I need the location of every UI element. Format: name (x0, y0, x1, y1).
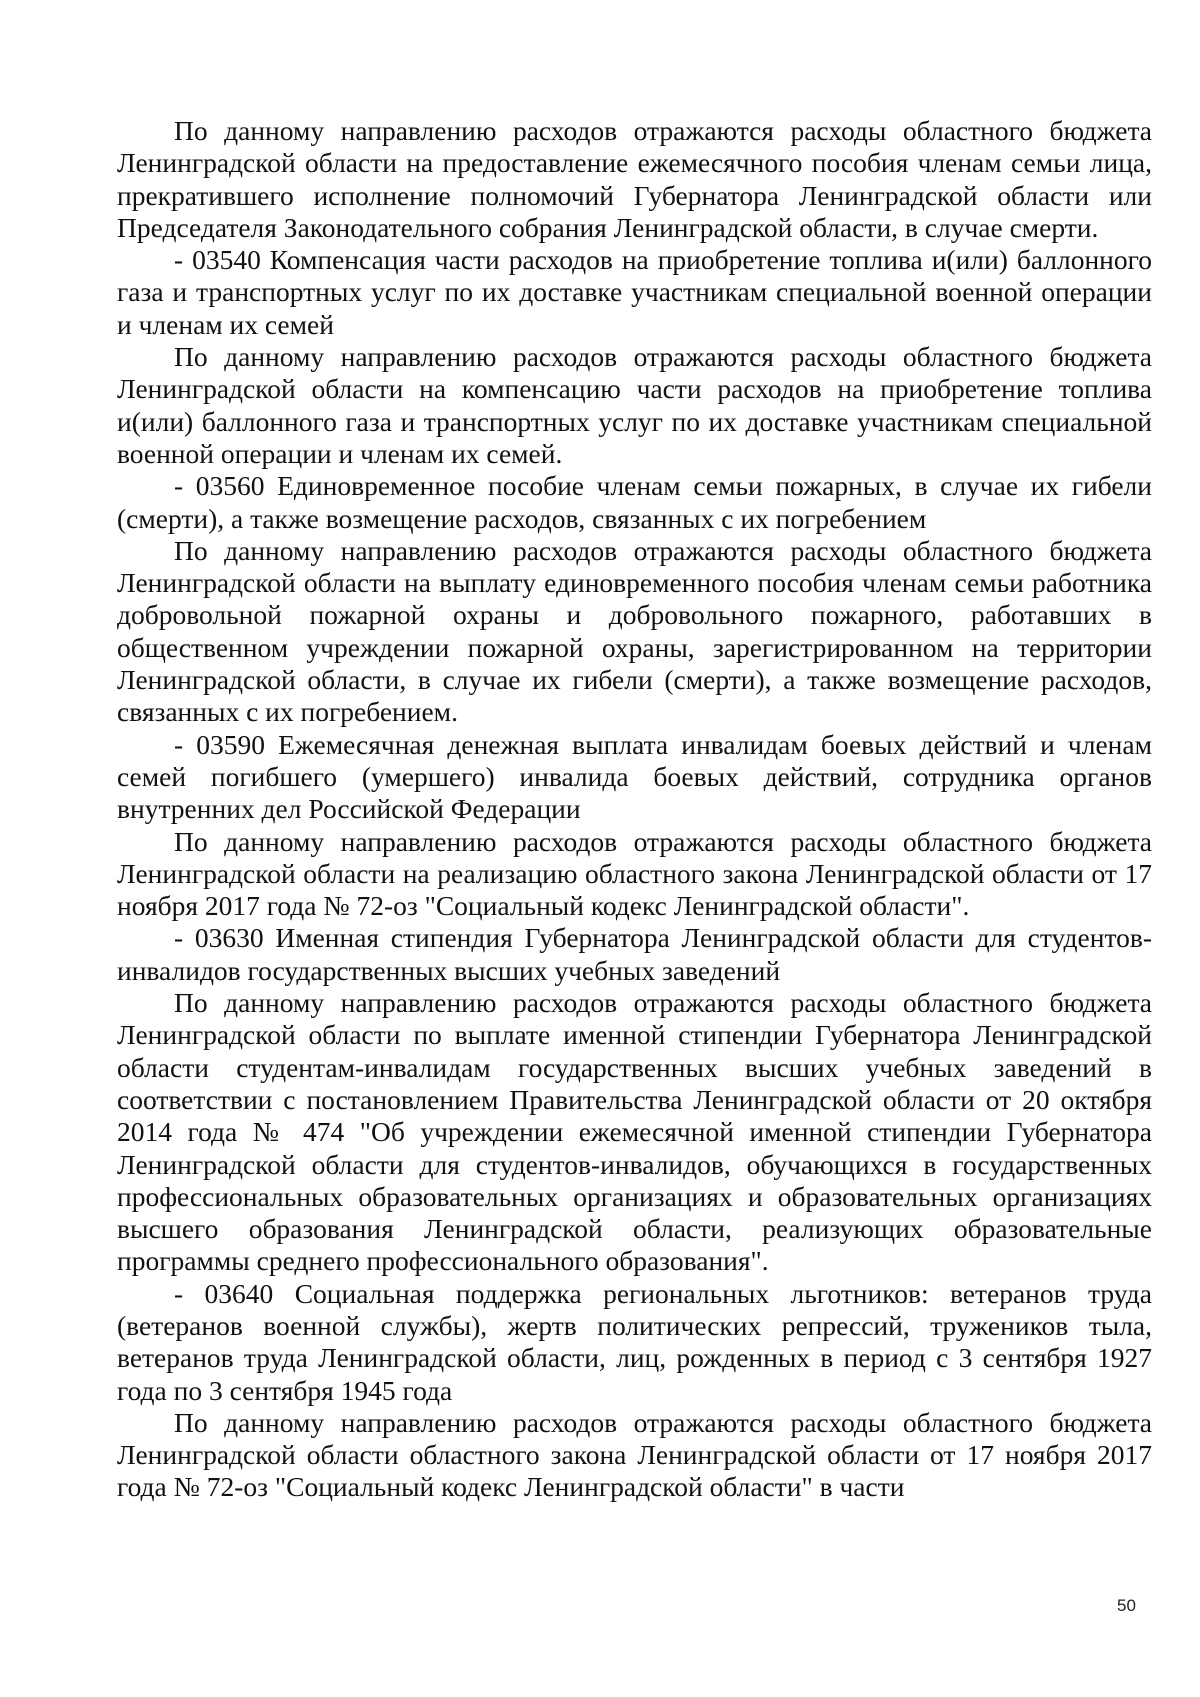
item-heading-03540: - 03540 Компенсация части расходов на приобретение топлива и(или) баллонного газа и транспортных услуг по их доставке участникам специальной военной операции и членам их семей (117, 244, 1152, 340)
document-body (117, 115, 1152, 1504)
paragraph-description-03590: По данному направлению расходов отражаются расходы областного бюджета Ленинградской области на реализацию областного закона Ленинградской области от 17 ноября 2017 года № 72-оз "Социальный кодекс Ленинградской области". (117, 825, 1152, 922)
item-heading-03560: - 03560 Единовременное пособие членам семьи пожарных, в случае их гибели (смерти), а также возмещение расходов, связанных с их погребением (117, 470, 1152, 534)
item-heading-03630: - 03630 Именная стипендия Губернатора Ленинградской области для студентов-инвалидов государственных высших учебных заведений (117, 922, 1152, 986)
paragraph-description-03630: По данному направлению расходов отражаются расходы областного бюджета Ленинградской области по выплате именной стипендии Губернатора Ленинградской области студентам-инвалидам государственных высших учебных заведений в соответствии с постановлением Правительства Ленинградской области от 20 октября 2014 года № 474 "Об учреждении ежемесячной именной стипендии Губернатора Ленинградской области для студентов-инвалидов, обучающихся в государственных профессиональных образовательных организациях и образовательных организациях высшего образования Ленинградской области, реализующих образовательные программы среднего профессионального образования". (117, 987, 1152, 1277)
paragraph-description-pension: По данному направлению расходов отражаются расходы областного бюджета Ленинградской области на предоставление ежемесячного пособия членам семьи лица, прекратившего исполнение полномочий Губернатора Ленинградской области или Председателя Законодательного собрания Ленинградской области, в случае смерти. (117, 115, 1152, 243)
item-heading-03590: - 03590 Ежемесячная денежная выплата инвалидам боевых действий и членам семей погибшего (умершего) инвалида боевых действий, сотрудника органов внутренних дел Российской Федерации (117, 728, 1152, 825)
paragraph-description-03560: По данному направлению расходов отражаются расходы областного бюджета Ленинградской области на выплату единовременного пособия членам семьи работника добровольной пожарной охраны и добровольного пожарного, работавших в общественном учреждении пожарной охраны, зарегистрированном на территории Ленинградской области, в случае их гибели (смерти), а также возмещение расходов, связанных с их погребением. (117, 534, 1152, 728)
page-number: 50 (1117, 1596, 1136, 1615)
item-heading-03640: - 03640 Социальная поддержка региональных льготников: ветеранов труда (ветеранов военной службы), жертв политических репрессий, тружеников тыла, ветеранов труда Ленинградской области, лиц, рожденных в период с 3 сентября 1927 года по 3 сентября 1945 года (117, 1277, 1152, 1406)
paragraph-description-03640: По данному направлению расходов отражаются расходы областного бюджета Ленинградской области областного закона Ленинградской области от 17 ноября 2017 года № 72-оз "Социальный кодекс Ленинградской области" в части (117, 1406, 1152, 1503)
paragraph-description-03540: По данному направлению расходов отражаются расходы областного бюджета Ленинградской области на компенсацию части расходов на приобретение топлива и(или) баллонного газа и транспортных услуг по их доставке участникам специальной военной операции и членам их семей. (117, 341, 1152, 469)
